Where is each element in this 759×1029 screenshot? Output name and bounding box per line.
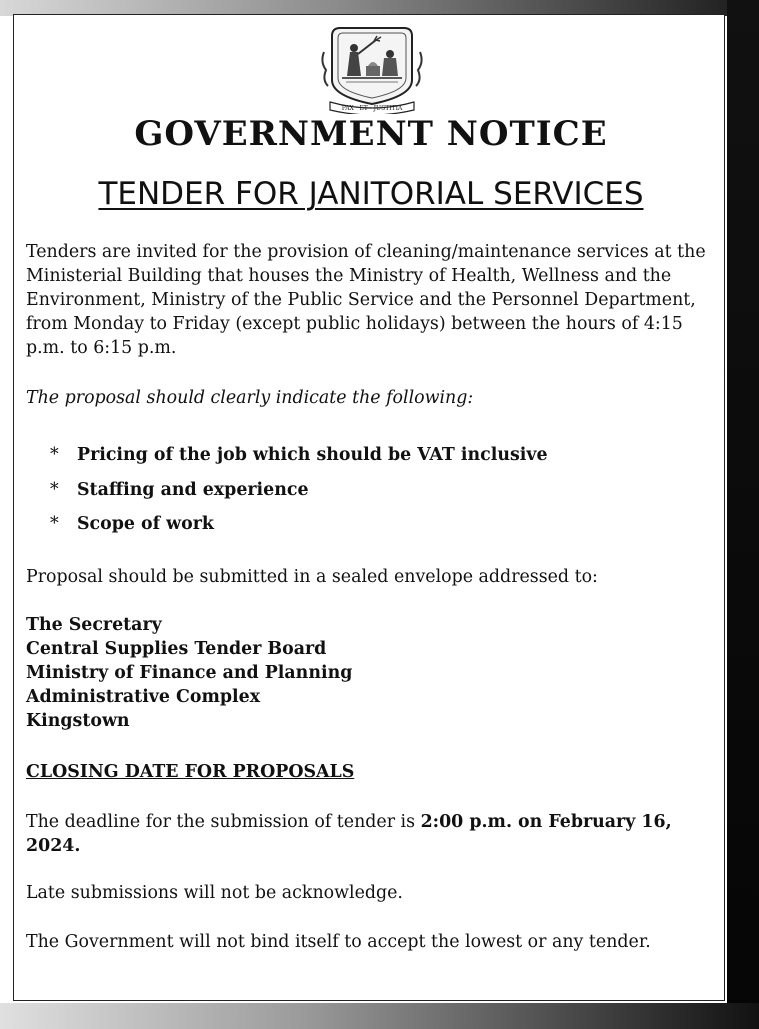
address-line: Kingstown bbox=[26, 711, 130, 731]
bullet-star: * bbox=[50, 479, 59, 500]
address-line: The Secretary bbox=[26, 615, 162, 635]
address-line: Ministry of Finance and Planning bbox=[26, 663, 353, 683]
list-item bbox=[50, 514, 548, 549]
late-submission-note: Late submissions will not be acknowledge. bbox=[26, 883, 403, 903]
disclaimer-note: The Government will not bind itself to accept the lowest or any tender. bbox=[26, 932, 651, 952]
deadline-paragraph bbox=[26, 810, 706, 858]
address-line: Central Supplies Tender Board bbox=[26, 639, 327, 659]
list-item bbox=[50, 480, 548, 515]
intro-paragraph: Tenders are invited for the provision of cleaning/maintenance services at the Ministerial Building that houses the Ministry of Health, Wellness and the Environment, Ministry of the Public Service and the Personnel Department, from Monday to Friday (except public holidays) between the hours of 4:15 p.m. to 6:15 p.m. bbox=[26, 242, 706, 358]
notice-title: GOVERNMENT NOTICE bbox=[134, 114, 608, 154]
requirement-text: Staffing and experience bbox=[77, 479, 309, 500]
right-frame-bar bbox=[727, 0, 759, 1029]
instruction-line: The proposal should clearly indicate the following: bbox=[26, 388, 474, 408]
deadline-value: 2:00 p.m. on February 16, 2024. bbox=[26, 812, 672, 856]
bullet-star: * bbox=[50, 514, 59, 534]
closing-date-heading: CLOSING DATE FOR PROPOSALS bbox=[26, 762, 355, 782]
bottom-frame-bar bbox=[0, 1003, 759, 1029]
submission-note: Proposal should be submitted in a sealed envelope addressed to: bbox=[26, 567, 598, 587]
tender-title-wrap bbox=[0, 176, 742, 212]
address-line: Administrative Complex bbox=[26, 687, 261, 707]
address-block bbox=[26, 613, 716, 733]
list-item bbox=[50, 445, 548, 480]
bullet-star: * bbox=[50, 445, 59, 465]
requirement-text: Scope of work bbox=[77, 514, 214, 534]
requirements-list bbox=[50, 445, 548, 549]
tender-title: TENDER FOR JANITORIAL SERVICES bbox=[98, 176, 644, 212]
coat-of-arms-icon bbox=[318, 22, 426, 114]
svg-text:PAX · ET · JUSTITIA: PAX · ET · JUSTITIA bbox=[341, 105, 403, 112]
deadline-prefix: The deadline for the submission of tender is bbox=[26, 812, 421, 832]
requirement-text: Pricing of the job which should be VAT inclusive bbox=[77, 445, 548, 465]
